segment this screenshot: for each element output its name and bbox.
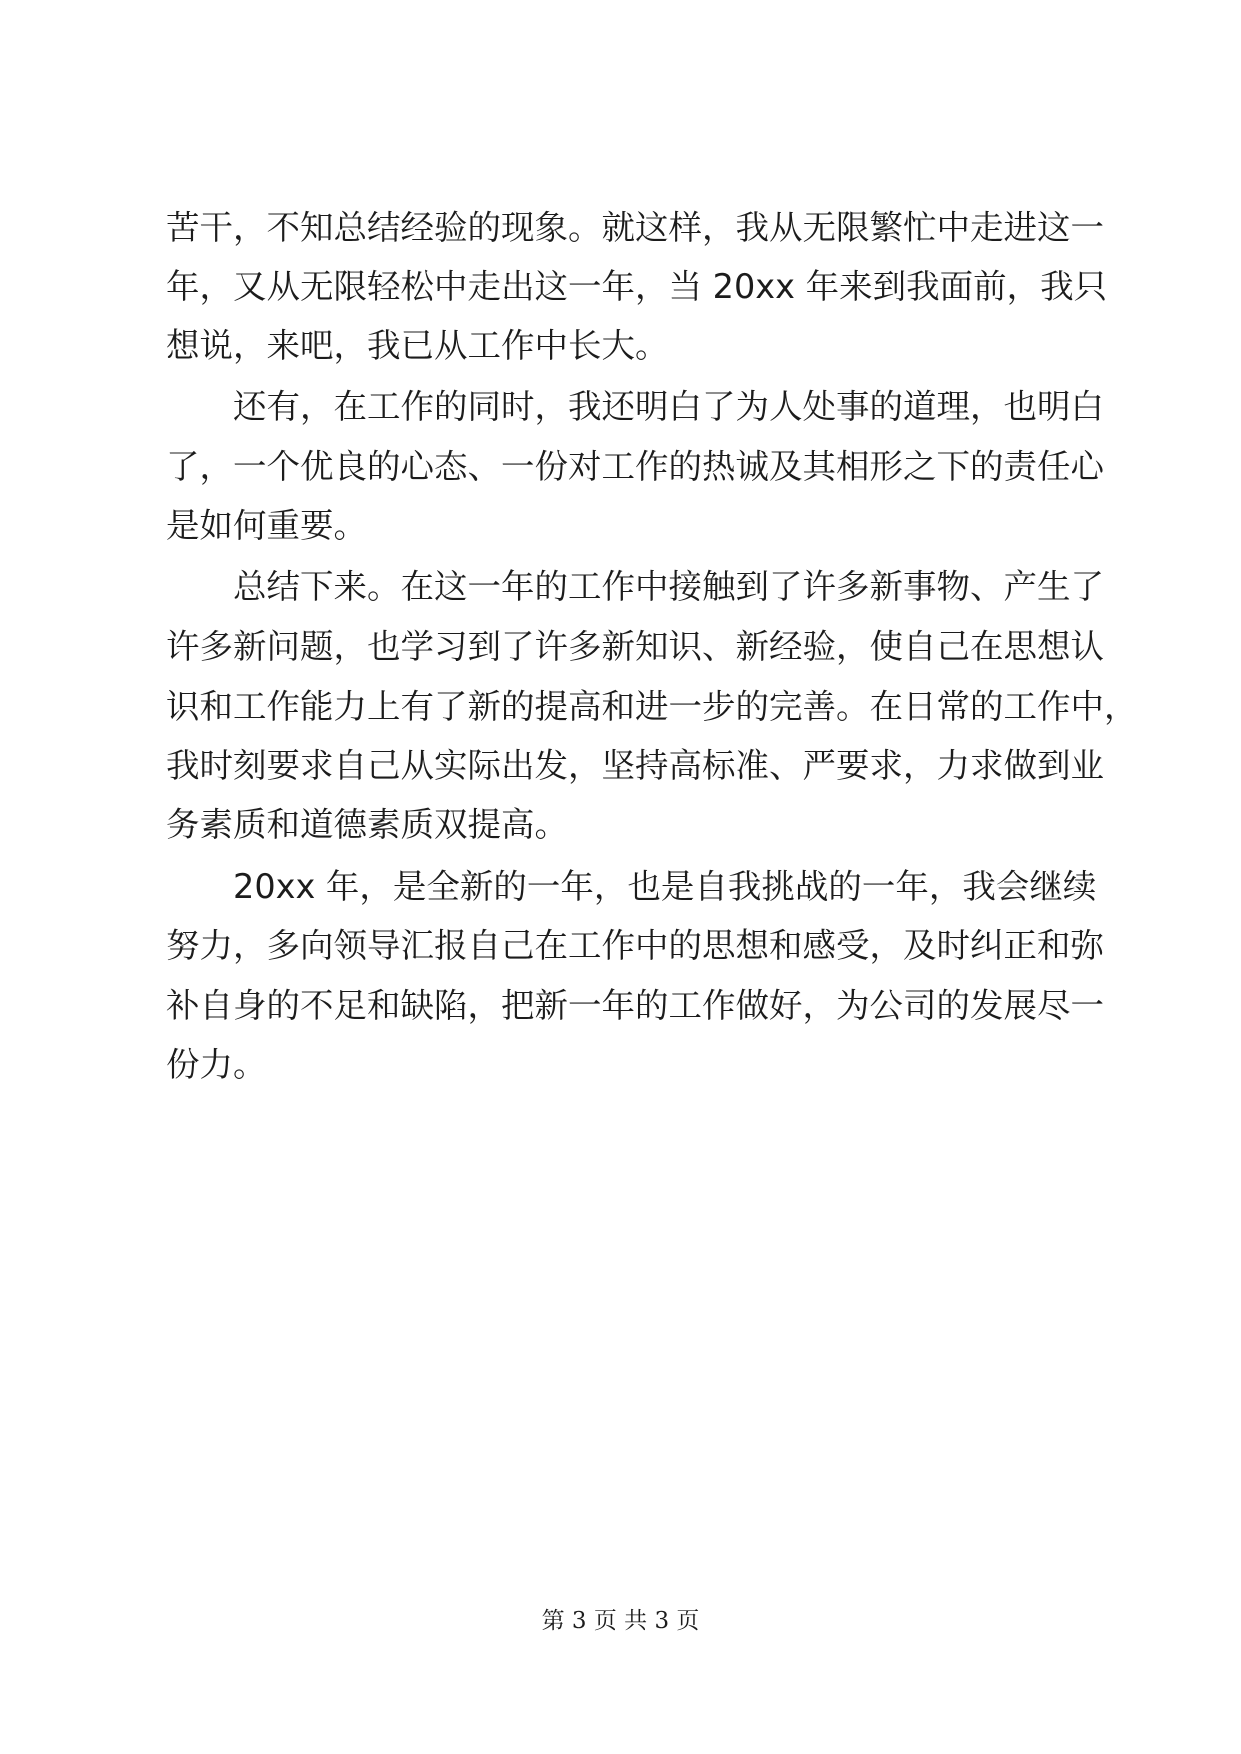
page-number-footer: 第 3 页 共 3 页 <box>541 1608 700 1634</box>
text-line: 我时刻要求自己从实际出发，坚持高标准、严要求，力求做到业 <box>166 746 1104 785</box>
text-line: 想说，来吧，我已从工作中长大。 <box>166 326 669 365</box>
text-line: 努力，多向领导汇报自己在工作中的思想和感受，及时纠正和弥 <box>166 926 1104 965</box>
text-line: 了，一个优良的心态、一份对工作的热诚及其相形之下的责任心 <box>166 447 1104 486</box>
text-line: 许多新问题，也学习到了许多新知识、新经验，使自己在思想认 <box>166 627 1104 666</box>
text-line: 份力。 <box>166 1045 267 1084</box>
text-line: 还有，在工作的同时，我还明白了为人处事的道理，也明白 <box>233 387 1104 426</box>
text-line: 识和工作能力上有了新的提高和进一步的完善。在日常的工作中， <box>166 687 1138 726</box>
text-line: 总结下来。在这一年的工作中接触到了许多新事物、产生了 <box>233 567 1104 606</box>
text-line: 务素质和道德素质双提高。 <box>166 805 568 844</box>
text-line: 20xx 年，是全新的一年，也是自我挑战的一年，我会继续 <box>233 867 1097 906</box>
text-line: 苦干，不知总结经验的现象。就这样，我从无限繁忙中走进这一 <box>166 208 1104 247</box>
text-line: 是如何重要。 <box>166 506 367 545</box>
text-line: 补自身的不足和缺陷，把新一年的工作做好，为公司的发展尽一 <box>166 986 1104 1025</box>
text-line: 年，又从无限轻松中走出这一年，当 20xx 年来到我面前，我只 <box>166 267 1108 306</box>
